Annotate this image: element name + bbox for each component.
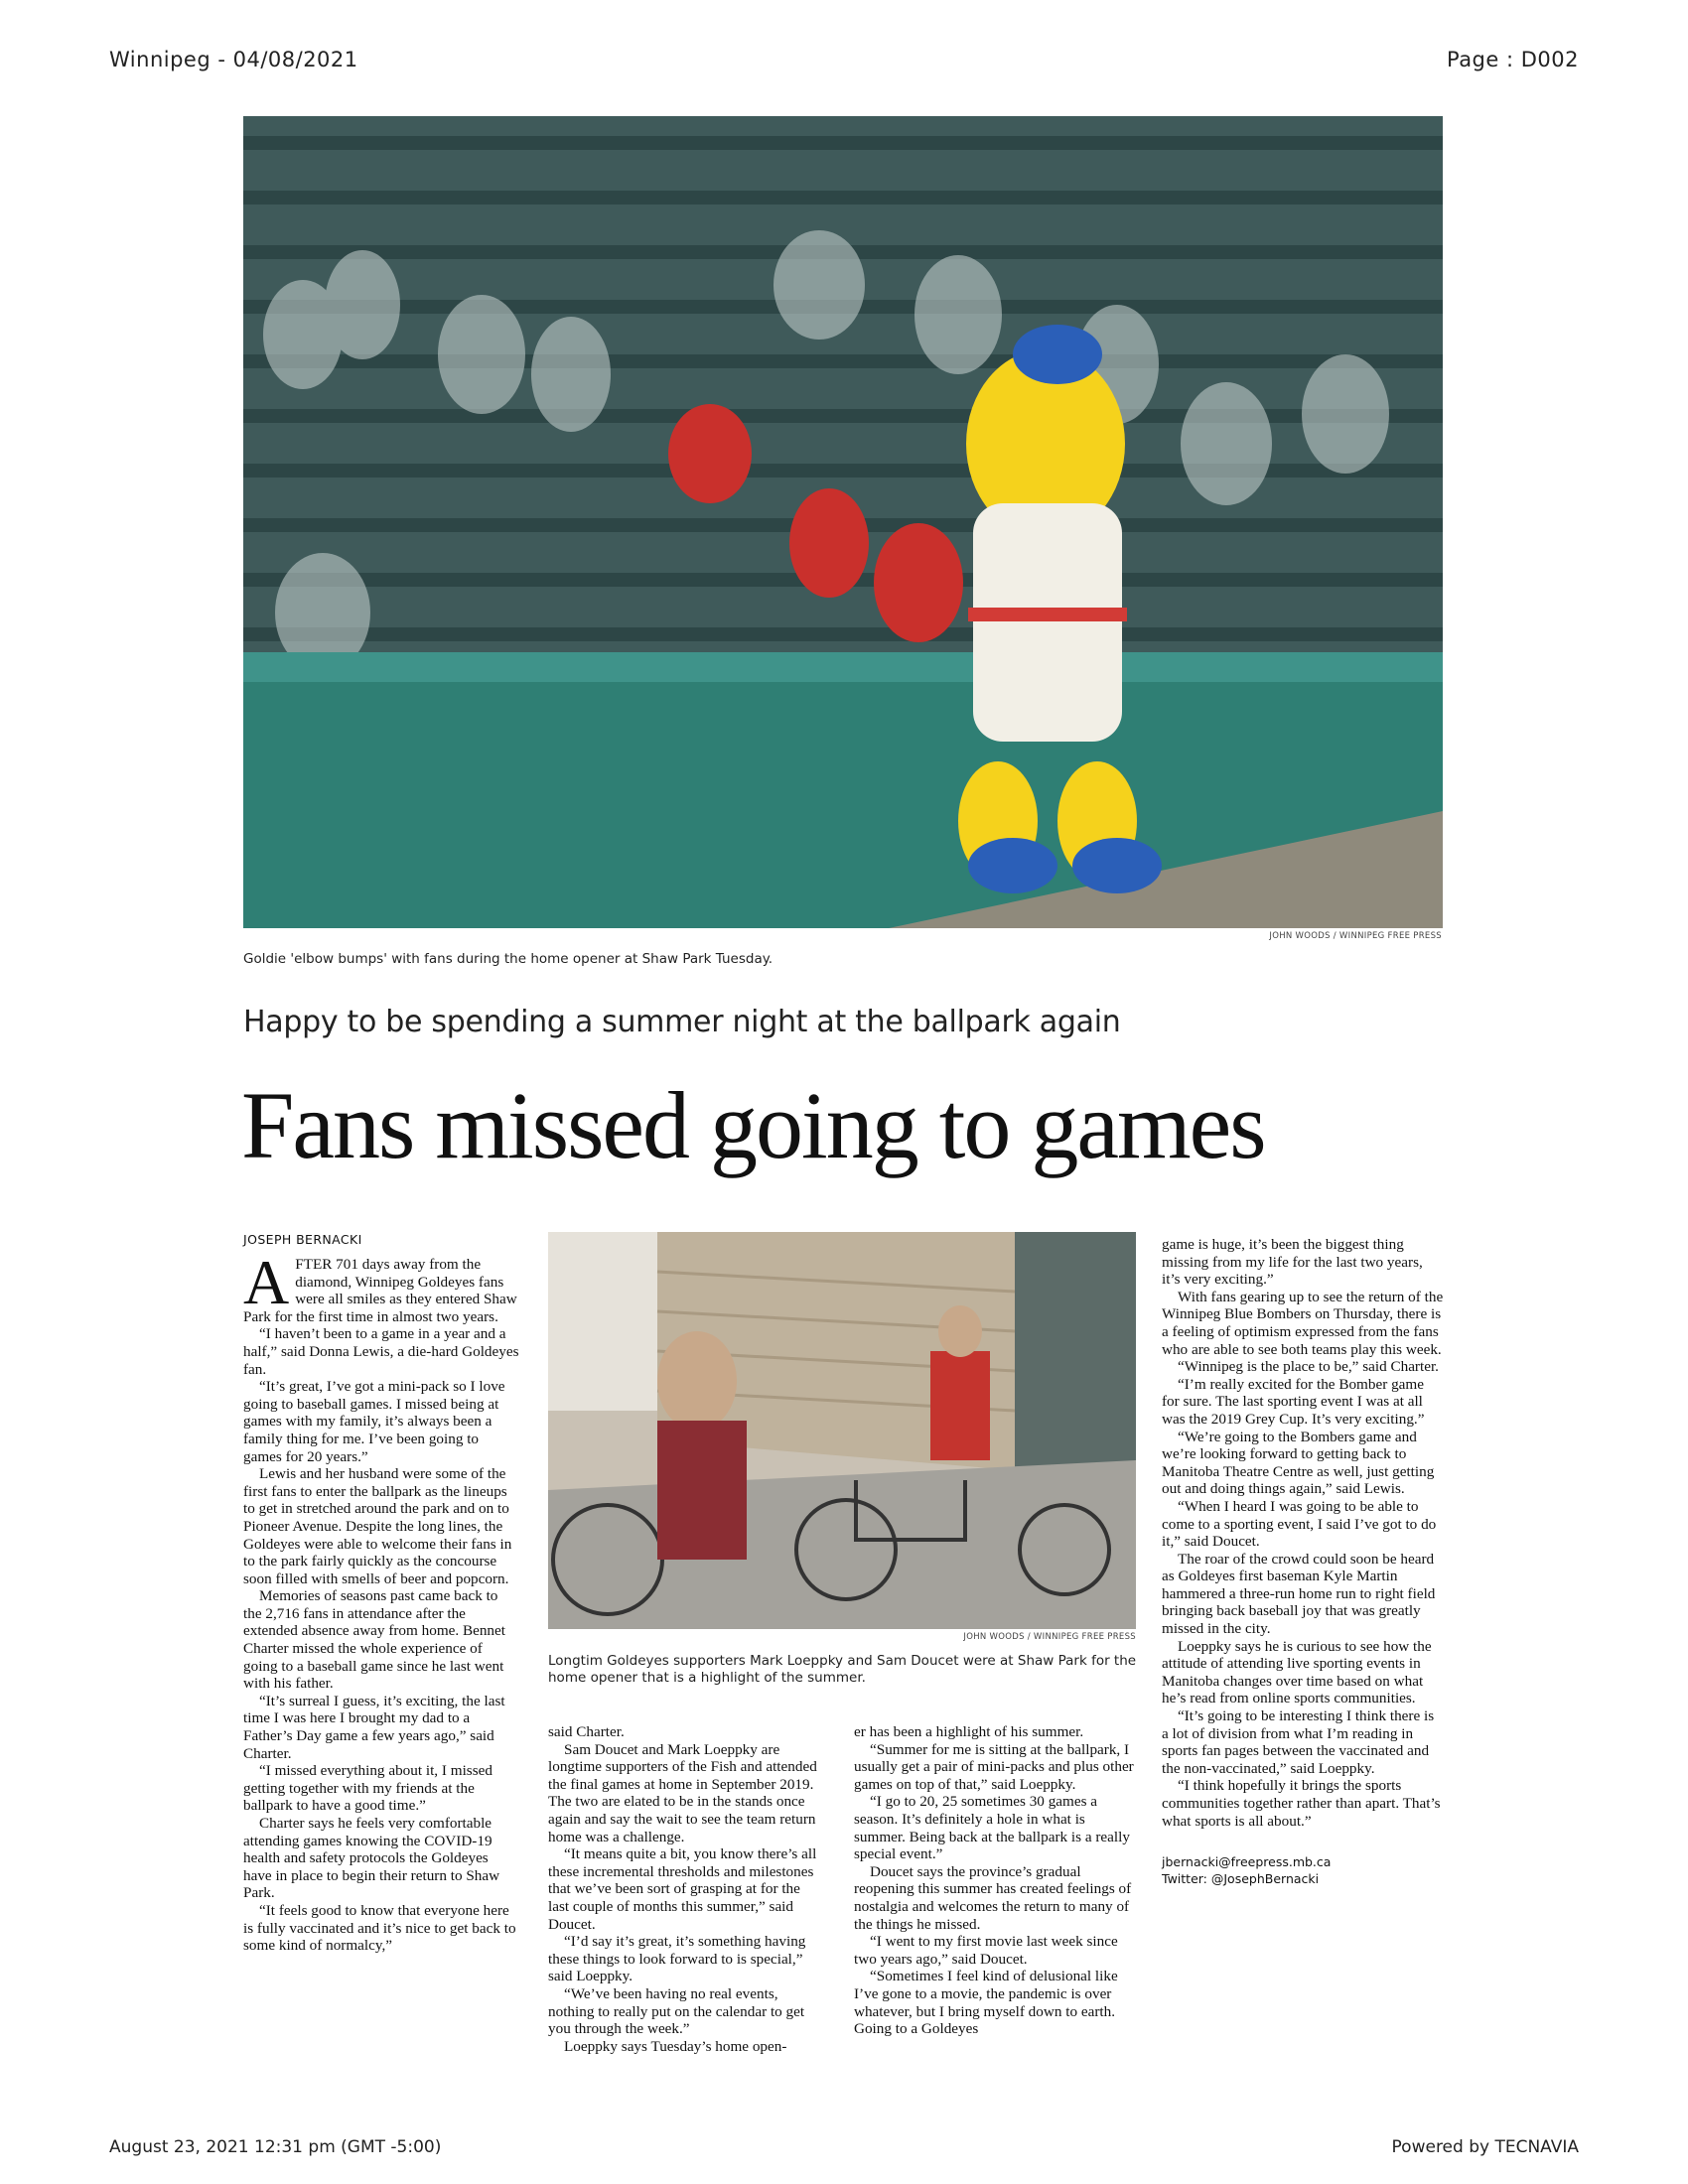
stadium-photo-image bbox=[243, 116, 1443, 928]
paragraph: “I’d say it’s great, it’s something having these things to look forward to is special,” said Loeppky. bbox=[548, 1933, 806, 1985]
paragraph: “I’m really excited for the Bomber game for sure. The last sporting event I was at all was the 2019 Grey Cup. It’s very exciting.” bbox=[1162, 1375, 1425, 1428]
article-kicker: Happy to be spending a summer night at the ballpark again bbox=[243, 1005, 1121, 1039]
photo-top-caption: Goldie 'elbow bumps' with fans during the home opener at Shaw Park Tuesday. bbox=[243, 951, 774, 967]
paragraph: “I went to my first movie last week since two years ago,” said Doucet. bbox=[854, 1933, 1118, 1968]
paragraph: The roar of the crowd could soon be heard as Goldeyes first baseman Kyle Martin hammered a three-run home run to right field bringing back baseball joy that was greatly missed in the city. bbox=[1162, 1550, 1436, 1638]
edition-date: Winnipeg - 04/08/2021 bbox=[109, 48, 358, 71]
paragraph: Lewis and her husband were some of the first fans to enter the ballpark as the lineups to get in stretched around the park and on to Pioneer Avenue. Despite the long lines, the Goldeyes were able to welcome their fans in to the park fairly quickly as the concourse soon filled with smells of beer and popcorn. bbox=[243, 1465, 512, 1587]
article-column-2 bbox=[548, 1723, 824, 2055]
article-column-1 bbox=[243, 1247, 519, 1955]
paragraph: Loeppky says he is curious to see how the attitude of attending live sporting events in Manitoba changes over time based on what he’s read from online sports communities. bbox=[1162, 1637, 1432, 1707]
photo-mid-caption: Longtim Goldeyes supporters Mark Loeppky and Sam Doucet were at Shaw Park for the home opener that is a highlight of the summer. bbox=[548, 1653, 1137, 1686]
author-email: jbernacki@freepress.mb.ca bbox=[1162, 1854, 1332, 1870]
paragraph: er has been a highlight of his summer. bbox=[854, 1723, 1084, 1740]
paragraph: Memories of seasons past came back to the 2,716 fans in attendance after the extended absence away from home. Bennet Charter missed the whole experience of going to a baseball game since he last went with his father. bbox=[243, 1587, 505, 1693]
paragraph: “We’re going to the Bombers game and we’re looking forward to getting back to Manitoba Theatre Centre as well, just getting out and doing things again,” said Lewis. bbox=[1162, 1428, 1435, 1498]
paragraph: “It’s surreal I guess, it’s exciting, the last time I was here I brought my dad to a Father’s Day game a few years ago,” said Charter. bbox=[243, 1692, 505, 1762]
paragraph: With fans gearing up to see the return of the Winnipeg Blue Bombers on Thursday, there is a feeling of optimism expressed from the fans who are able to see both teams play this week. bbox=[1162, 1288, 1444, 1358]
photo-mid-credit: JOHN WOODS / WINNIPEG FREE PRESS bbox=[963, 1632, 1136, 1642]
paragraph: Doucet says the province’s gradual reopening this summer has created feelings of nostalgia and welcomes the return to many of the things he missed. bbox=[854, 1862, 1132, 1933]
article-column-4 bbox=[1162, 1236, 1444, 1887]
paragraph: “When I heard I was going to be able to come to a sporting event, I said I’ve got to do it,” said Doucet. bbox=[1162, 1497, 1437, 1551]
paragraph: Sam Doucet and Mark Loeppky are longtime supporters of the Fish and attended the final games at home in September 2019. The two are elated to be in the stands once again and say the wait to see the team return home was a challenge. bbox=[548, 1740, 817, 1845]
paragraph: “It means quite a bit, you know there’s all these incremental thresholds and milestones that we’ve been sort of grasping at for the last couple of months this summer,” said Doucet. bbox=[548, 1845, 817, 1933]
paragraph: “I think hopefully it brings the sports communities together rather than apart. That’s what sports is all about.” bbox=[1162, 1777, 1441, 1830]
paragraph: said Charter. bbox=[548, 1723, 625, 1740]
paragraph: “It feels good to know that everyone here is fully vaccinated and it’s nice to get back to some kind of normalcy,” bbox=[243, 1901, 516, 1955]
article-byline: JOSEPH BERNACKI bbox=[243, 1232, 362, 1247]
paragraph: “It’s great, I’ve got a mini-pack so I love going to baseball games. I missed being at games with my family, it’s always been a family thing for me. I’ve been going to games for 20 years.” bbox=[243, 1378, 505, 1465]
photo-mid bbox=[548, 1232, 1136, 1629]
footer-timestamp: August 23, 2021 12:31 pm (GMT -5:00) bbox=[109, 2137, 442, 2157]
paragraph: game is huge, it’s been the biggest thing missing from my life for the last two years, it’s very exciting.” bbox=[1162, 1236, 1423, 1289]
author-twitter: Twitter: @JosephBernacki bbox=[1162, 1871, 1320, 1887]
paragraph: Charter says he feels very comfortable attending games knowing the COVID-19 health and safety protocols the Goldeyes have in place to begin their return to Shaw Park. bbox=[243, 1815, 500, 1902]
paragraph: “I missed everything about it, I missed getting together with my friends at the ballpark to have a good time.” bbox=[243, 1762, 492, 1815]
footer-powered-by: Powered by TECNAVIA bbox=[1391, 2137, 1579, 2157]
paragraph: “We’ve been having no real events, nothing to really put on the calendar to get you through the week.” bbox=[548, 1984, 805, 2038]
photo-top-credit: JOHN WOODS / WINNIPEG FREE PRESS bbox=[1269, 931, 1442, 941]
paragraph: “It’s going to be interesting I think there is a lot of division from what I’m reading in sports fan pages between the vaccinated and the non-vaccinated,” said Loeppky. bbox=[1162, 1707, 1435, 1777]
photo-top bbox=[243, 116, 1443, 928]
supporters-photo-image bbox=[548, 1232, 1136, 1629]
paragraph: “Winnipeg is the place to be,” said Charter. bbox=[1178, 1358, 1439, 1376]
paragraph: Loeppky says Tuesday’s home open- bbox=[564, 2037, 787, 2055]
paragraph: “I go to 20, 25 sometimes 30 games a season. It’s definitely a hole in what is summer. Being back at the ballpark is a really special event.” bbox=[854, 1793, 1130, 1863]
article-headline: Fans missed going to games bbox=[241, 1072, 1265, 1178]
article-column-3 bbox=[854, 1723, 1136, 2038]
dropcap-letter: A bbox=[243, 1247, 290, 1317]
paragraph: “Summer for me is sitting at the ballpark, I usually get a pair of mini-packs and plus other games on top of that,” said Loeppky. bbox=[854, 1740, 1134, 1793]
paragraph: “I haven’t been to a game in a year and a half,” said Donna Lewis, a die-hard Goldeyes fan. bbox=[243, 1325, 519, 1378]
paragraph: FTER 701 days away from the diamond, Winnipeg Goldeyes fans were all smiles as they entered Shaw Park for the first time in almost two years. bbox=[243, 1256, 517, 1325]
paragraph: “Sometimes I feel kind of delusional like I’ve gone to a movie, the pandemic is over whatever, but I bring myself down to earth. Going to a Goldeyes bbox=[854, 1968, 1118, 2038]
page-number: Page : D002 bbox=[1446, 48, 1579, 71]
